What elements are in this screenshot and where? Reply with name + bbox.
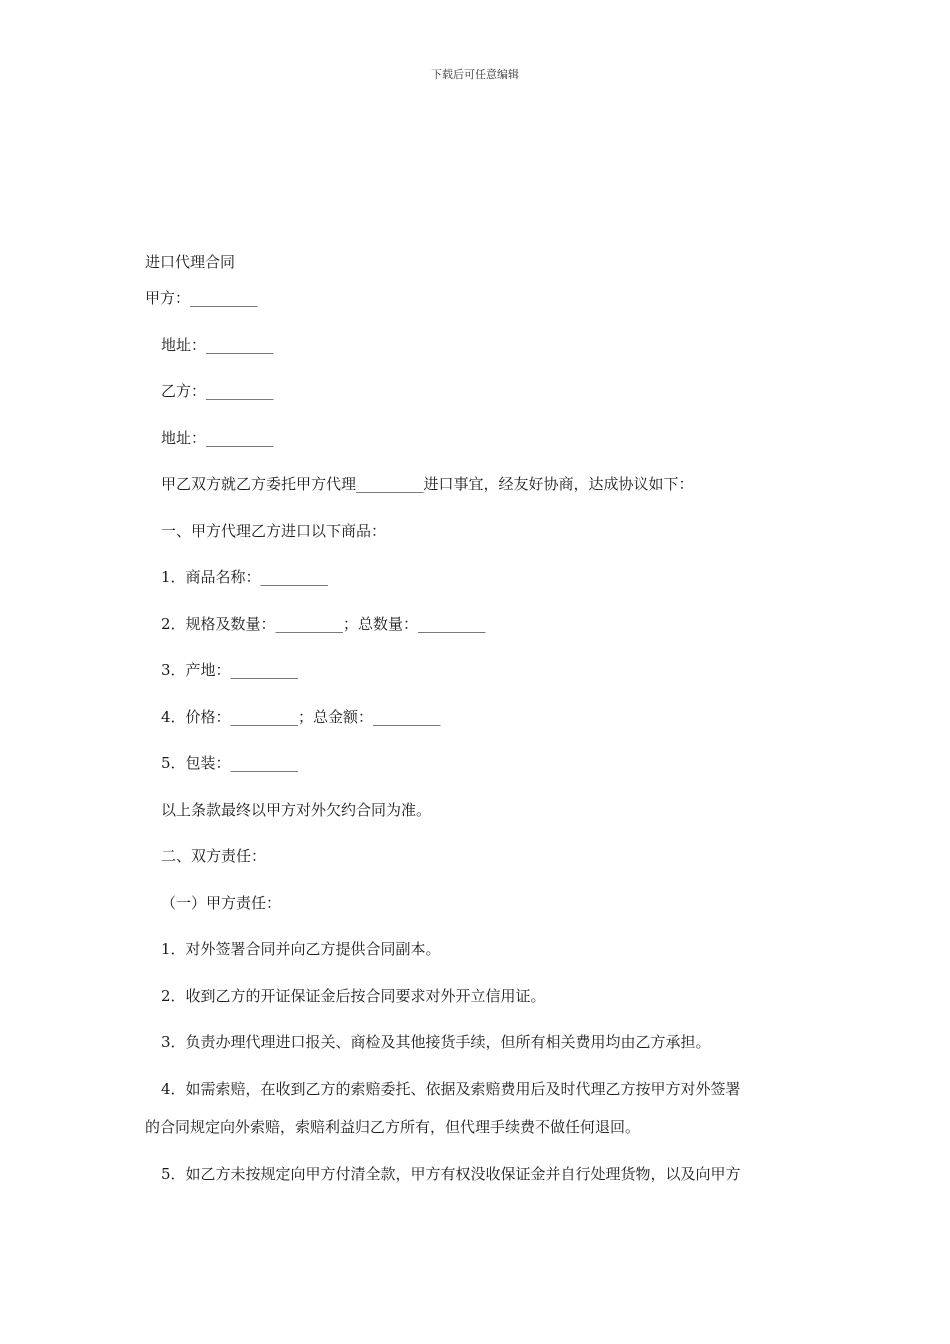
- duty-item-2: 2．收到乙方的开证保证金后按合同要求对外开立信用证。: [161, 987, 546, 1005]
- party-b-line: 乙方：_________: [161, 382, 274, 400]
- item-price: 4．价格：_________；总金额：_________: [161, 708, 441, 726]
- preamble-paragraph: 甲乙双方就乙方委托甲方代理_________进口事宜，经友好协商，达成协议如下：: [161, 475, 694, 493]
- section-2-heading: 二、双方责任：: [161, 847, 267, 865]
- item-specs-quantity: 2．规格及数量：_________；总数量：_________: [161, 615, 486, 633]
- terms-note-paragraph: 以上条款最终以甲方对外欠约合同为准。: [161, 801, 432, 819]
- document-title: 进口代理合同: [145, 253, 236, 271]
- item-origin: 3．产地：_________: [161, 661, 299, 679]
- duty-item-5: 5．如乙方未按规定向甲方付清全款，甲方有权没收保证金并自行处理货物，以及向甲方: [161, 1165, 741, 1183]
- duty-item-3: 3．负责办理代理进口报关、商检及其他接货手续，但所有相关费用均由乙方承担。: [161, 1033, 711, 1051]
- page-header-note: 下载后可任意编辑: [431, 68, 519, 81]
- duty-item-4-continued: 的合同规定向外索赔，索赔利益归乙方所有，但代理手续费不做任何退回。: [145, 1118, 641, 1136]
- item-packaging: 5．包装：_________: [161, 754, 299, 772]
- duty-item-4: 4．如需索赔，在收到乙方的索赔委托、依据及索赔费用后及时代理乙方按甲方对外签署: [161, 1080, 741, 1098]
- party-a-address-line: 地址：_________: [161, 336, 274, 354]
- section-1-heading: 一、甲方代理乙方进口以下商品：: [161, 522, 387, 540]
- party-b-address-line: 地址：_________: [161, 429, 274, 447]
- item-product-name: 1．商品名称：_________: [161, 568, 329, 586]
- duty-item-1: 1．对外签署合同并向乙方提供合同副本。: [161, 940, 441, 958]
- party-a-duties-heading: （一）甲方责任：: [161, 894, 282, 912]
- party-a-line: 甲方：_________: [145, 289, 258, 307]
